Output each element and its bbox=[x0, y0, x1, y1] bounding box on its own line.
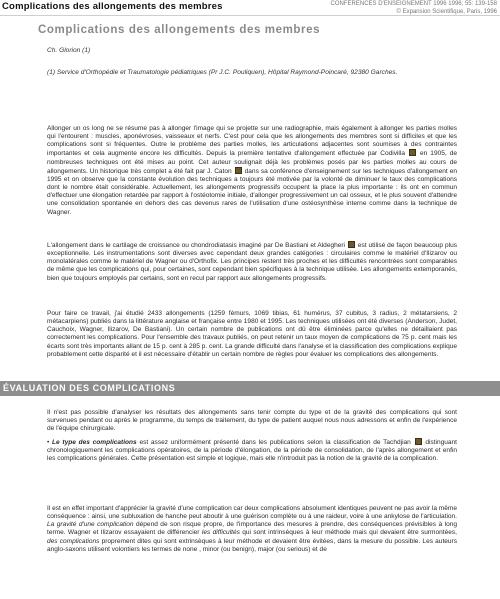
emphasis-text: les difficultés bbox=[201, 529, 240, 537]
paragraph-text: L'allongement dans le cartilage de croissance ou chondrodiatasis imaginé par De Bastiani et Aldegheri bbox=[47, 242, 346, 249]
paragraph-text: Pour faire ce travail, j'ai étudié 2433 allongements (1259 fémurs, 1069 tibias, 61 humérus, 37 cubitus, 3 radius, 2 métatarsiens, 2 métacarpiens) publiés dans la littérature anglaise et française entre 1980 et 1995. Les techniques utilisées ont été diverses (Anderson, Judet, Cauchoix, Wagner, Ilizarov, De Bastiani). Un certain nombre de publications ont dû être éliminées parce qu'elles ne détaillaient pas correctement les complications. Pour l'ensemble des travaux publiés, on peut retenir un taux moyen de complications de 75 p. cent mais les écarts sont très importants allant de 15 p. cent à 285 p. cent. La grande difficulté dans l'analyse et la classification des complications explique probablement cette disparité et il est nécessaire d'établir un certain nombre de règles pour évaluer les complications des allongements. bbox=[47, 310, 457, 358]
author-affiliation: (1) Service d'Orthopédie et Traumatologie pédiatriques (Pr J.C. Pouliquen), Hôpital Raymond-Poincaré, 92380 Garches. bbox=[47, 69, 398, 76]
journal-citation: CONFÉRENCES D'ENSEIGNEMENT 1996 1996; 55: 139-158 bbox=[330, 1, 497, 7]
paragraph-intro bbox=[47, 125, 457, 217]
emphasis-text: La gravité d'une complication bbox=[47, 521, 134, 529]
paragraph-text: Il n'est pas possible d'analyser les résultats des allongements sans tenir compte du type et de la gravité des complications qui sont survenues pendant ou après le programme, du temps de traitement, du type de patient auquel nous nous adressons et enfin de l'expérience de l'équipe chirurgicale. bbox=[47, 409, 457, 433]
paragraph-text: dépend de son risque propre, de l'importance des mesures à prendre, des conséquences prévisibles à long terme. Wagner et Ilizarov essayaient de différencier bbox=[47, 521, 457, 537]
paragraph-text: proprement dites qui sont extrinsèques à leur méthode et devaient être évitées, dans la mesure du possible. Les auteurs anglo-saxons utilisent volontiers les termes de none , minor (ou benign), major (ou serious) et de bbox=[47, 537, 458, 553]
paragraph-evaluation bbox=[47, 409, 457, 433]
running-title: Complications des allongements des membres bbox=[2, 1, 223, 12]
header-divider bbox=[0, 15, 500, 16]
article-author: Ch. Glorion (1) bbox=[47, 47, 91, 54]
paragraph-complication-type bbox=[47, 438, 457, 463]
bullet: • bbox=[47, 439, 50, 446]
paragraph-text: Il est en effet important d'apprécier la gravité d'une complication car deux complications absolument identiques peuvent ne pas avoir la même conséquence : ainsi, une subluxation de hanche peut aboutir à une guérison complète ou à une raideur, voire à une ankylose de l'articulation. bbox=[47, 505, 457, 521]
paragraph-severity bbox=[47, 505, 457, 554]
page-header bbox=[0, 0, 500, 14]
paragraph-text: est utilisé de façon beaucoup plus exceptionnelle. Les instrumentations sont diverses avec cependant deux grandes catégories : circulaires comme le matériel d'Ilizarov ou monolatérales comme le matériel de Wagner ou d'Orthofix. Les principes restent très proches et les difficultés rencontrées sont comparables de même que les complications qui, pour certaines, sont cependant bien spécifiques à la technique utilisée. Les allongements extemporanés, bien que toujours employés par certains, sont en recul par rapport aux allongements progressifs. bbox=[47, 242, 457, 282]
book-reference-icon[interactable] bbox=[415, 438, 422, 445]
section-title: ÉVALUATION DES COMPLICATIONS bbox=[3, 383, 176, 393]
paragraph-text: dans sa conférence d'enseignement sur les techniques d'allongement en 1995 et on observe que la constante évolution des techniques a toujours été motivée par la volonté de diminuer le taux des complications dont le nombre était considérable. Actuellement, les allongements progressifs occupent la place la plus importante : ils ont en commun d'effectuer une élongation retardée par rapport à l'ostéotomie initiale, d'allonger progressivement un cal osseux, et le plus souvent d'attendre une consolidation spontanée en dehors des cas devenus rares de l'utilisation d'une ostéosynthèse interne comme dans la technique de Wagner. bbox=[47, 167, 457, 216]
paragraph-lead: Le type des complications bbox=[52, 439, 137, 446]
paragraph-text: en 1905, de nombreuses techniques ont été mises au point. Cet auteur soulignait déjà les problèmes posés par les parties molles au cours de allongements. Un historique très complet a été fait par J. Caton bbox=[47, 150, 457, 175]
book-reference-icon[interactable] bbox=[235, 167, 242, 174]
paragraph-study bbox=[47, 310, 457, 359]
paragraph-text: qui sont intrinsèques à leur méthode mais qui devaient être surmontées, bbox=[242, 529, 457, 537]
paragraph-chondrodiatasis bbox=[47, 241, 457, 283]
journal-meta bbox=[331, 1, 497, 16]
paragraph-text: distinguant chronologiquement les complications opératoires, de la période d'élongation, de la période de consolidation, de l'après allongement et enfin les complications générales. Cette présentation est simple et logique, mais elle n'introduit pas la notion de la gravité de la complication. bbox=[47, 439, 457, 463]
article-title: Complications des allongements des membres bbox=[38, 24, 321, 36]
paragraph-text: Allonger un os long ne se résume pas à allonger l'image qui se projette sur une radiographie, mais également à allonger les parties molles qui l'entourent : muscles, aponévroses, vaisseaux et nerfs. C'est pour cela que les allongements des membres sont si difficiles et que les complications sont si fréquentes. Outre le problème des parties molles, les articulations adjacentes sont soumises à des contraintes importantes et cela augmente encore les difficultés. Depuis la première tentative d'allongement effectuée par Codivilla bbox=[47, 125, 457, 158]
section-heading-bar bbox=[0, 381, 500, 396]
emphasis-text: des complications bbox=[47, 537, 100, 545]
book-reference-icon[interactable] bbox=[409, 149, 416, 156]
paragraph-text: est assez uniformément présenté dans les publications selon la classification de Tachdjian bbox=[139, 439, 411, 446]
copyright-line: © Expansion Scientifique, Paris, 1996 bbox=[396, 8, 497, 15]
book-reference-icon[interactable] bbox=[348, 241, 355, 248]
